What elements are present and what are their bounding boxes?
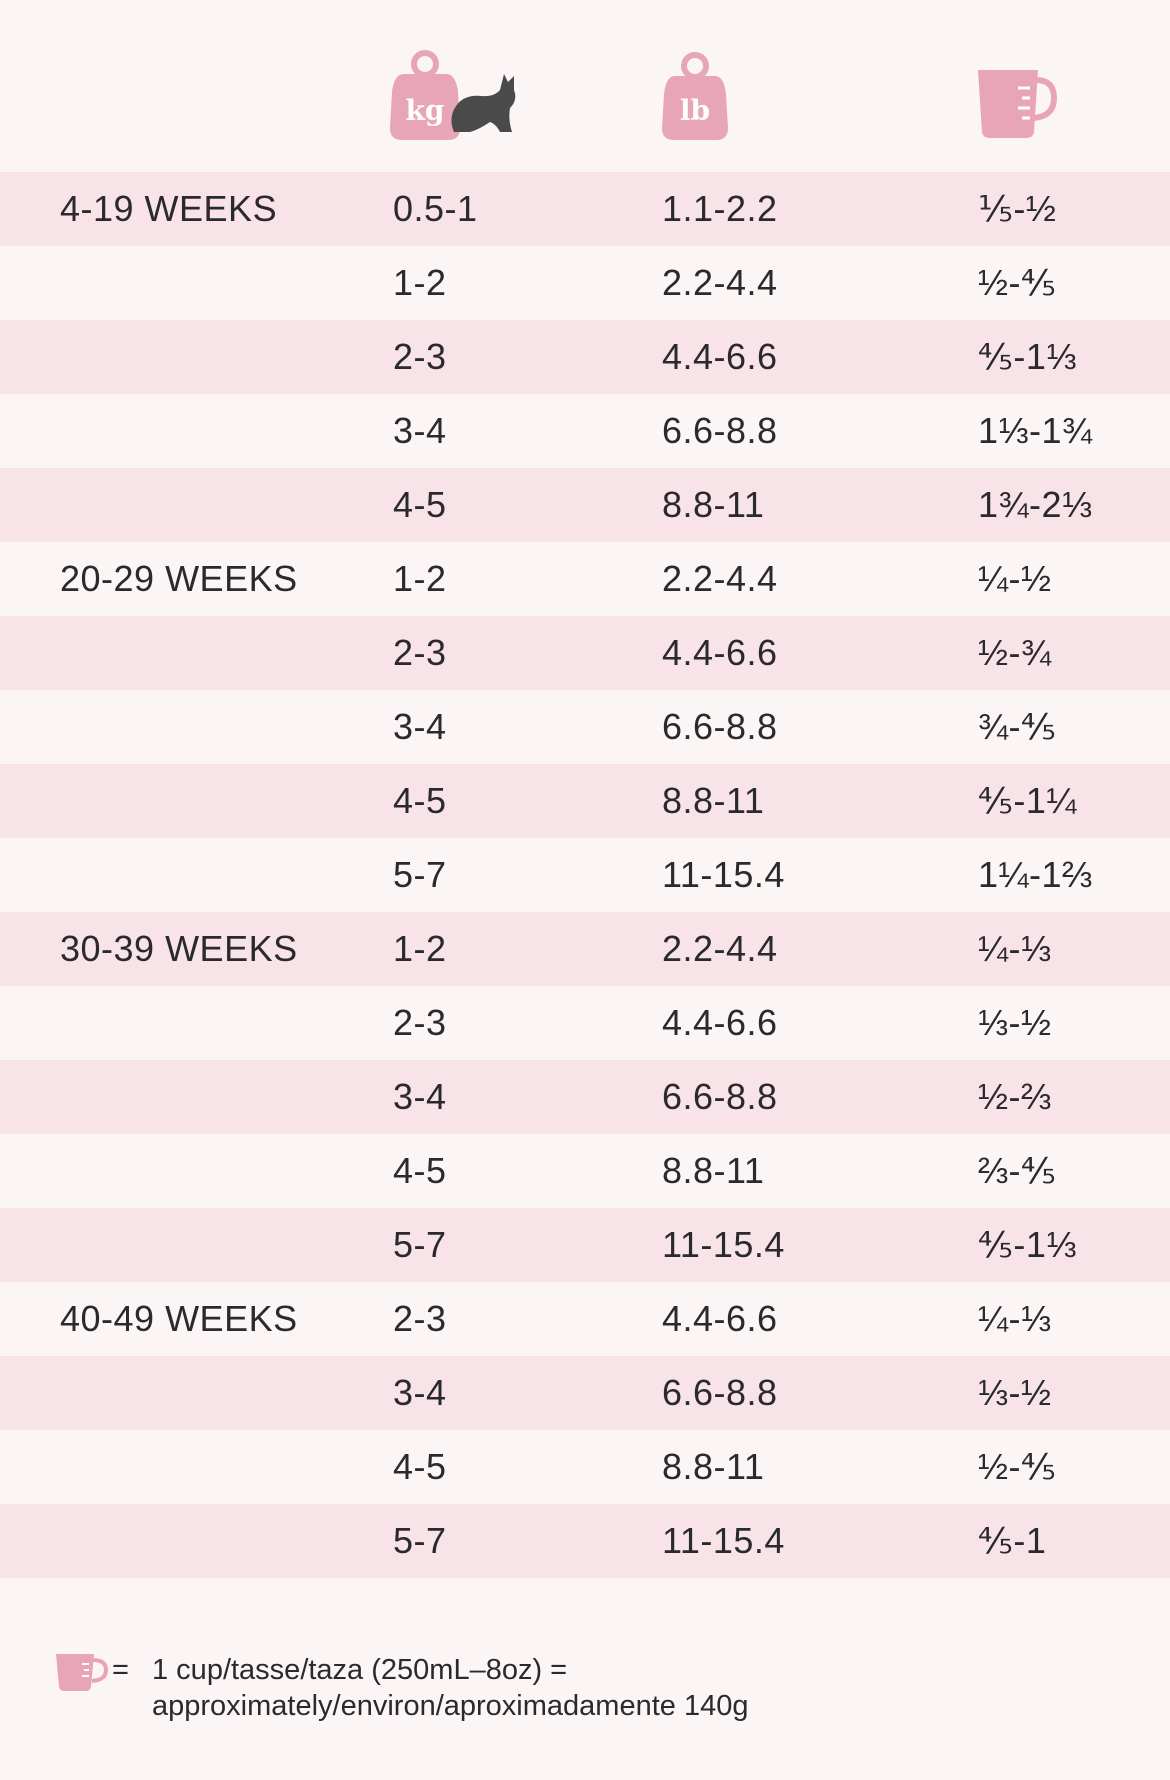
kg-cell: 2-3 <box>393 336 447 377</box>
table-header <box>0 0 1170 172</box>
kg-cell: 4-5 <box>393 780 447 821</box>
kg-cell: 3-4 <box>393 410 447 451</box>
lb-cell: 4.4-6.6 <box>662 1298 778 1339</box>
table-row <box>0 616 1170 690</box>
cup-cell: ⅕-½ <box>978 188 1057 229</box>
table-row <box>0 1356 1170 1430</box>
cup-cell: ⅘-1⅓ <box>978 1224 1077 1265</box>
kg-cell: 0.5-1 <box>393 188 478 229</box>
cup-cell: ¾-⅘ <box>978 706 1057 747</box>
lb-cell: 8.8-11 <box>662 1150 765 1191</box>
lb-cell: 6.6-8.8 <box>662 1372 778 1413</box>
lb-cell: 8.8-11 <box>662 484 765 525</box>
kg-label: kg <box>405 94 445 127</box>
kg-cell: 4-5 <box>393 1446 447 1487</box>
table-row <box>0 912 1170 986</box>
kg-cell: 1-2 <box>393 928 447 969</box>
lb-cell: 6.6-8.8 <box>662 410 778 451</box>
kg-cell: 3-4 <box>393 706 447 747</box>
lb-cell: 6.6-8.8 <box>662 1076 778 1117</box>
lb-cell: 11-15.4 <box>662 1224 785 1265</box>
table-row <box>0 172 1170 246</box>
table-row <box>0 542 1170 616</box>
kg-cell: 2-3 <box>393 632 447 673</box>
cup-cell: ½-¾ <box>978 632 1052 673</box>
cup-cell: ⅓-½ <box>978 1372 1052 1413</box>
cup-cell: ⅘-1¼ <box>978 780 1077 821</box>
lb-cell: 4.4-6.6 <box>662 632 778 673</box>
cup-cell: ½-⅘ <box>978 1446 1057 1487</box>
kg-cell: 5-7 <box>393 1520 447 1561</box>
kg-cell: 4-5 <box>393 484 447 525</box>
age-cell: 40-49 WEEKS <box>60 1298 298 1339</box>
table-row <box>0 1208 1170 1282</box>
lb-cell: 2.2-4.4 <box>662 558 778 599</box>
cup-cell: ½-⅘ <box>978 262 1057 303</box>
lb-cell: 8.8-11 <box>662 1446 765 1487</box>
footer-text <box>152 1652 748 1724</box>
lb-cell: 2.2-4.4 <box>662 928 778 969</box>
lb-label: lb <box>679 94 711 127</box>
table-row <box>0 1060 1170 1134</box>
table-row <box>0 394 1170 468</box>
cup-cell: ¼-⅓ <box>978 1298 1052 1339</box>
cup-cell: 1¼-1⅔ <box>978 854 1093 895</box>
kg-cell: 3-4 <box>393 1076 447 1117</box>
cup-cell: ¼-⅓ <box>978 928 1052 969</box>
cup-cell: ⅓-½ <box>978 1002 1052 1043</box>
kg-cell: 5-7 <box>393 854 447 895</box>
kg-cell: 3-4 <box>393 1372 447 1413</box>
lb-cell: 8.8-11 <box>662 780 765 821</box>
lb-weight-icon <box>662 52 728 142</box>
lb-cell: 4.4-6.6 <box>662 1002 778 1043</box>
table-row <box>0 690 1170 764</box>
measuring-cup-icon <box>56 1652 108 1697</box>
lb-cell: 4.4-6.6 <box>662 336 778 377</box>
cup-cell: ⅔-⅘ <box>978 1150 1057 1191</box>
measuring-cup-icon <box>978 66 1058 140</box>
table-row <box>0 1430 1170 1504</box>
lb-cell: 6.6-8.8 <box>662 706 778 747</box>
cup-cell: 1⅓-1¾ <box>978 410 1093 451</box>
lb-cell: 11-15.4 <box>662 854 785 895</box>
lb-cell: 11-15.4 <box>662 1520 785 1561</box>
footer-line-1: 1 cup/tasse/taza (250mL–8oz) = <box>152 1654 568 1686</box>
footer-note <box>0 1640 1170 1750</box>
feeding-table <box>0 172 1170 1578</box>
footer-line-2: approximately/environ/aproximadamente 140g <box>152 1690 749 1722</box>
table-row <box>0 468 1170 542</box>
age-cell: 20-29 WEEKS <box>60 558 298 599</box>
cat-icon <box>448 68 520 136</box>
table-row <box>0 838 1170 912</box>
table-row <box>0 320 1170 394</box>
equals-sign: = <box>112 1654 129 1686</box>
cup-cell: ⅘-1⅓ <box>978 336 1077 377</box>
cup-cell: ¼-½ <box>978 558 1052 599</box>
cup-cell: ½-⅔ <box>978 1076 1052 1117</box>
kg-cell: 2-3 <box>393 1298 447 1339</box>
table-row <box>0 764 1170 838</box>
lb-cell: 1.1-2.2 <box>662 188 778 229</box>
cup-cell: ⅘-1 <box>978 1520 1047 1561</box>
kg-cell: 1-2 <box>393 262 447 303</box>
table-row <box>0 1134 1170 1208</box>
age-cell: 4-19 WEEKS <box>60 188 278 229</box>
table-row <box>0 1282 1170 1356</box>
kg-cell: 4-5 <box>393 1150 447 1191</box>
kg-cell: 5-7 <box>393 1224 447 1265</box>
lb-cell: 2.2-4.4 <box>662 262 778 303</box>
kg-cell: 2-3 <box>393 1002 447 1043</box>
table-row <box>0 246 1170 320</box>
cup-cell: 1¾-2⅓ <box>978 484 1093 525</box>
table-row <box>0 1504 1170 1578</box>
table-row <box>0 986 1170 1060</box>
kg-cell: 1-2 <box>393 558 447 599</box>
age-cell: 30-39 WEEKS <box>60 928 298 969</box>
